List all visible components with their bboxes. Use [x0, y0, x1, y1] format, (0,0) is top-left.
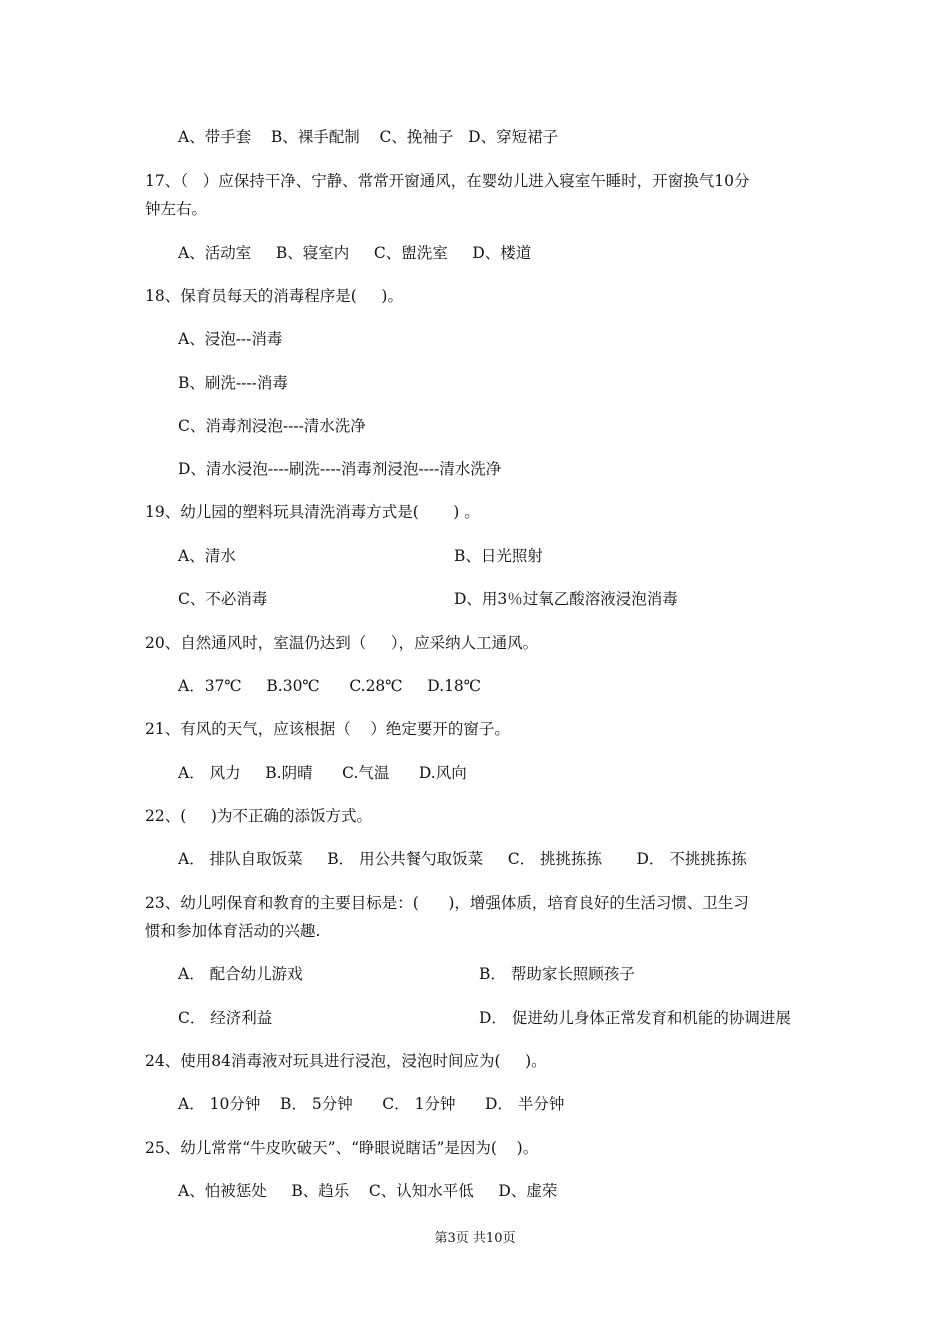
- q19-option-c: C、不必消毒: [178, 590, 268, 608]
- q18-option-b: B、刷洗----消毒: [178, 374, 288, 392]
- page-number: 第3页 共10页: [434, 1231, 516, 1246]
- q18-option-d: D、清水浸泡----刷洗----消毒剂浸泡----清水洗净: [178, 460, 502, 478]
- q21-options: A． 风力 B.阴晴 C.气温 D.风向: [178, 764, 467, 782]
- q23-stem-line2: 惯和参加体育活动的兴趣.: [145, 922, 321, 940]
- q18-stem: 18、保育员每天的消毒程序是( )。: [145, 287, 403, 305]
- q20-options: A．37℃ B.30℃ C.28℃ D.18℃: [178, 677, 482, 695]
- q17-stem-line1: 17、（ ）应保持干净、宁静、常常开窗通风，在婴幼儿进入寝室午睡时，开窗换气10分: [145, 172, 750, 190]
- q25-stem: 25、幼儿常常“牛皮吹破天”、“睁眼说瞎话”是因为( )。: [145, 1139, 539, 1157]
- q17-options: A、活动室 B、寝室内 C、盥洗室 D、楼道: [178, 244, 532, 262]
- q25-options: A、怕被惩处 B、趋乐 C、认知水平低 D、虚荣: [178, 1182, 558, 1200]
- q18-option-c: C、消毒剂浸泡----清水洗净: [178, 417, 366, 435]
- q22-stem: 22、( )为不正确的添饭方式。: [145, 807, 372, 825]
- q23-option-d: D． 促进幼儿身体正常发育和机能的协调进展: [479, 1009, 791, 1027]
- q23-stem-line1: 23、幼儿吲保育和教育的主要目标是：( )，增强体质，培育良好的生活习惯、卫生习: [145, 894, 749, 912]
- q18-option-a: A、浸泡---消毒: [178, 330, 283, 348]
- q22-options: A． 排队自取饭菜 B． 用公共餐勺取饭菜 C． 挑挑拣拣 D． 不挑挑拣拣: [178, 850, 747, 868]
- q19-stem: 19、幼儿园的塑料玩具清洗消毒方式是( ) 。: [145, 503, 480, 521]
- q23-option-b: B． 帮助家长照顾孩子: [479, 965, 635, 983]
- q23-option-a: A． 配合幼儿游戏: [178, 965, 303, 983]
- q21-stem: 21、有风的天气，应该根据（ ）绝定要开的窗子。: [145, 720, 510, 738]
- q16-options: A、带手套 B、裸手配制 C、挽袖子 D、穿短裙子: [178, 128, 559, 146]
- q20-stem: 20、自然通风时，室温仍达到（ ），应采纳人工通风。: [145, 634, 539, 652]
- q17-stem-line2: 钟左右。: [145, 200, 208, 218]
- q19-option-b: B、日光照射: [454, 547, 543, 565]
- q24-options: A． 10分钟 B． 5分钟 C． 1分钟 D． 半分钟: [178, 1095, 565, 1113]
- q23-option-c: C． 经济利益: [178, 1009, 273, 1027]
- q24-stem: 24、使用84消毒液对玩具进行浸泡，浸泡时间应为( )。: [145, 1052, 547, 1070]
- q19-option-d: D、用3％过氧乙酸溶液浸泡消毒: [454, 590, 678, 608]
- q19-option-a: A、清水: [178, 547, 236, 565]
